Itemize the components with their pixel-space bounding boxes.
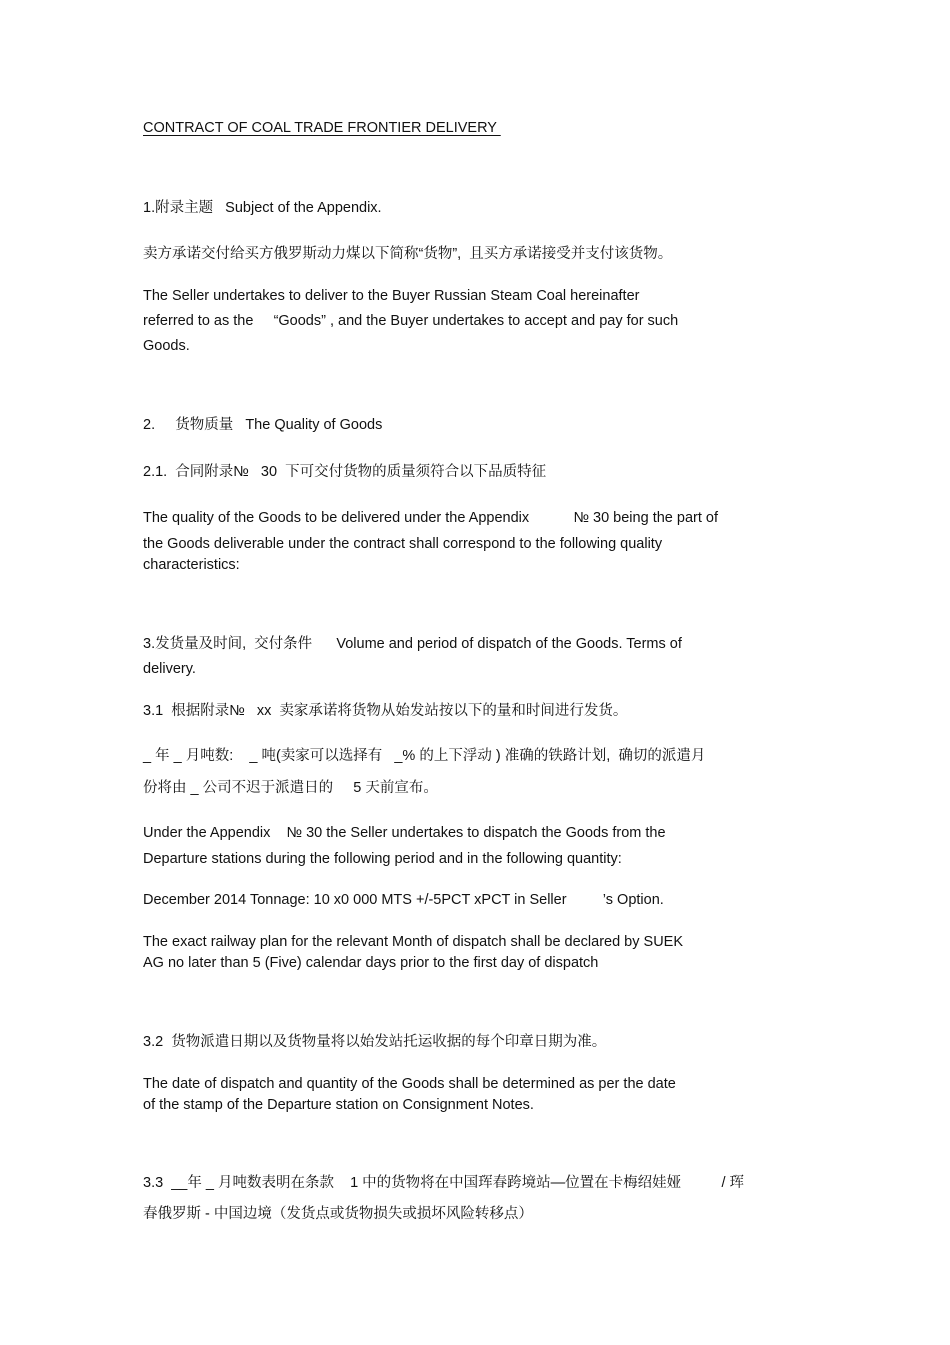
document-line: the Goods deliverable under the contract shall correspond to the following quality (143, 536, 663, 552)
document-line: 3.发货量及时间, 交付条件 Volume and period of dispatch of the Goods. Terms of (143, 636, 682, 652)
document-line: 3.3 __年 _ 月吨数表明在条款 1 中的货物将在中国珲春跨境站—位置在卡梅绍娃娅 / 珲 (143, 1175, 745, 1191)
document-line: 3.2 货物派遣日期以及货物量将以始发站托运收据的每个印章日期为准。 (143, 1034, 607, 1050)
document-line: The quality of the Goods to be delivered under the Appendix № 30 being the part of (143, 510, 718, 526)
document-line: 2. 货物质量 The Quality of Goods (143, 417, 383, 433)
document-line: The date of dispatch and quantity of the Goods shall be determined as per the date (143, 1076, 676, 1092)
document-line: _ 年 _ 月吨数: _ 吨(卖家可以选择有 _% 的上下浮动 ) 准确的铁路计划, 确切的派遣月 (143, 748, 706, 764)
document-line: The Seller undertakes to deliver to the Buyer Russian Steam Coal hereinafter (143, 288, 640, 304)
document-line: delivery. (143, 661, 196, 677)
document-line: 春俄罗斯 - 中国边境（发货点或货物损失或损坏风险转移点） (143, 1206, 533, 1222)
document-line: 2.1. 合同附录№ 30 下可交付货物的质量须符合以下品质特征 (143, 464, 547, 480)
document-line: 1.附录主题 Subject of the Appendix. (143, 200, 382, 216)
document-line: December 2014 Tonnage: 10 x0 000 MTS +/-5PCT xPCT in Seller ’s Option. (143, 892, 664, 908)
document-line: The exact railway plan for the relevant Month of dispatch shall be declared by SUEK (143, 934, 684, 950)
document-line: Departure stations during the following period and in the following quantity: (143, 851, 622, 867)
document-line: referred to as the “Goods” , and the Buyer undertakes to accept and pay for such (143, 313, 679, 329)
document-line: Goods. (143, 338, 190, 354)
document-line: Under the Appendix № 30 the Seller undertakes to dispatch the Goods from the (143, 825, 666, 841)
document-line: 份将由 _ 公司不迟于派遣日的 5 天前宣布。 (143, 780, 438, 796)
document-line: characteristics: (143, 557, 240, 573)
document-title: CONTRACT OF COAL TRADE FRONTIER DELIVERY (143, 120, 501, 136)
document-line: 卖方承诺交付给买方俄罗斯动力煤以下简称“货物”, 且买方承诺接受并支付该货物。 (143, 246, 673, 262)
document-line: 3.1 根据附录№ xx 卖家承诺将货物从始发站按以下的量和时间进行发货。 (143, 703, 628, 719)
document-line: AG no later than 5 (Five) calendar days prior to the first day of dispatch (143, 955, 599, 971)
document-line: of the stamp of the Departure station on Consignment Notes. (143, 1097, 534, 1113)
